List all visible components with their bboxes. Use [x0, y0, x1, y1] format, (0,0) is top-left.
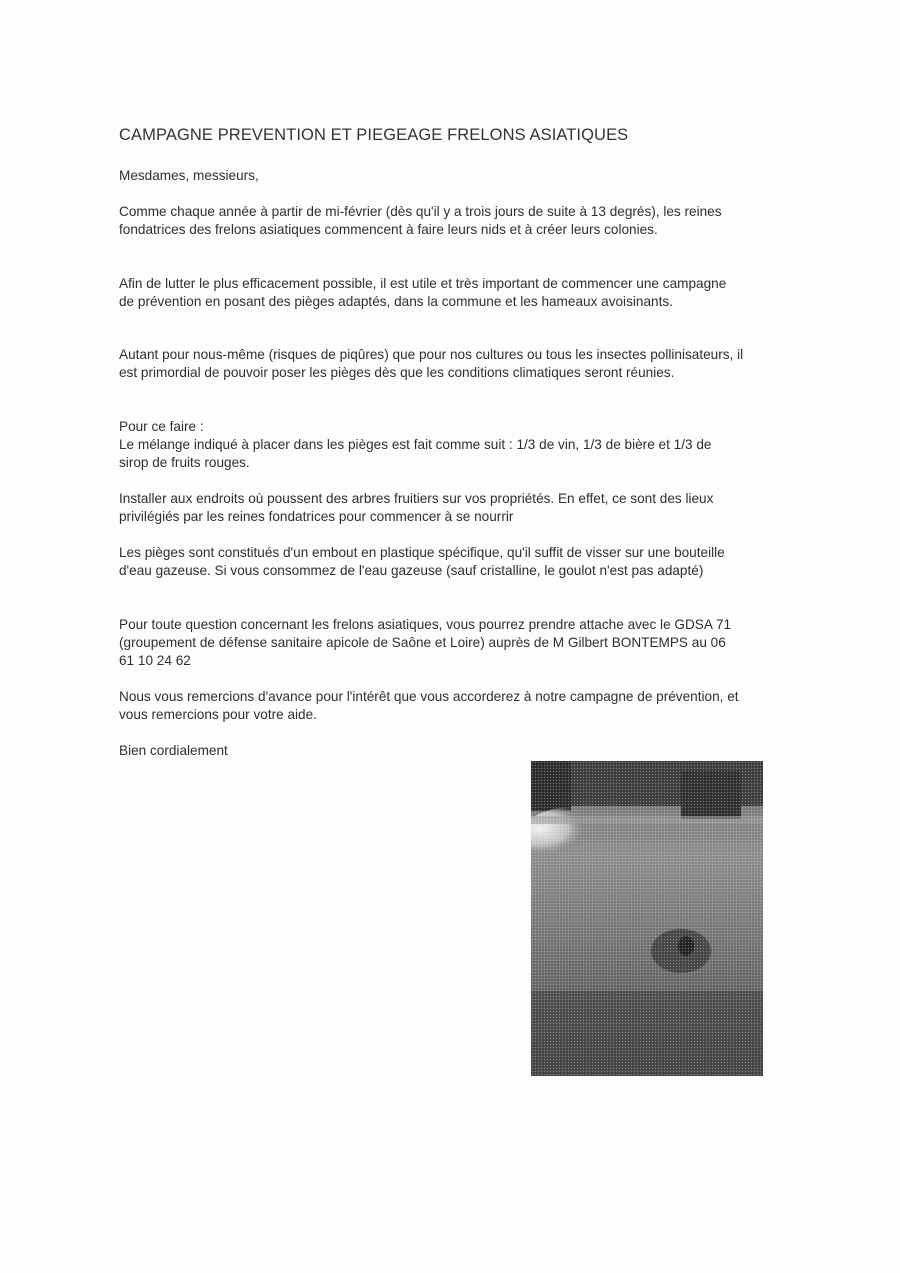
paragraph-prevention: Afin de lutter le plus efficacement possible, il est utile et très important de commencer une campagne de prévention en posant des pièges adaptés, dans la commune et les hameaux avoisinants.	[119, 276, 727, 309]
greeting: Mesdames, messieurs,	[119, 168, 259, 183]
page-title: CAMPAGNE PREVENTION ET PIEGEAGE FRELONS ASIATIQUES	[119, 126, 629, 144]
paragraph-pour-ce-faire: Pour ce faire :	[119, 419, 204, 434]
closing: Bien cordialement	[119, 743, 228, 758]
paragraph-mixture: Le mélange indiqué à placer dans les pièges est fait comme suit : 1/3 de vin, 1/3 de bière et 1/3 de sirop de fruits rouges.	[119, 437, 712, 470]
paragraph-contact: Pour toute question concernant les frelons asiatiques, vous pourrez prendre attache avec le GDSA 71 (groupement de défense sanitaire apicole de Saône et Loire) auprès de M Gilbert BONTEMPS au 06 61 10 24 62	[119, 617, 732, 668]
paragraph-trap-construction: Les pièges sont constitués d'un embout en plastique spécifique, qu'il suffit de visser sur une bouteille d'eau gazeuse. Si vous consommez de l'eau gazeuse (sauf cristalline, le goulot n'est pas adapté)	[119, 545, 725, 578]
paragraph-placement: Installer aux endroits où poussent des arbres fruitiers sur vos propriétés. En effet, ce sont des lieux privilégiés par les reines fondatrices pour commencer à se nourrir	[119, 491, 714, 524]
paragraph-nests: Comme chaque année à partir de mi-février (dès qu'il y a trois jours de suite à 13 degrés), les reines fondatrices des frelons asiatiques commencent à faire leurs nids et à créer leurs colonies.	[119, 204, 722, 237]
trap-photo	[531, 761, 763, 1076]
paragraph-thanks: Nous vous remercions d'avance pour l'intérêt que vous accorderez à notre campagne de prévention, et vous remercions pour votre aide.	[119, 689, 739, 722]
paragraph-pollinators: Autant pour nous-même (risques de piqûres) que pour nos cultures ou tous les insectes pollinisateurs, il est primordial de pouvoir poser les pièges dès que les conditions climatiques seront réunies.	[119, 347, 744, 380]
